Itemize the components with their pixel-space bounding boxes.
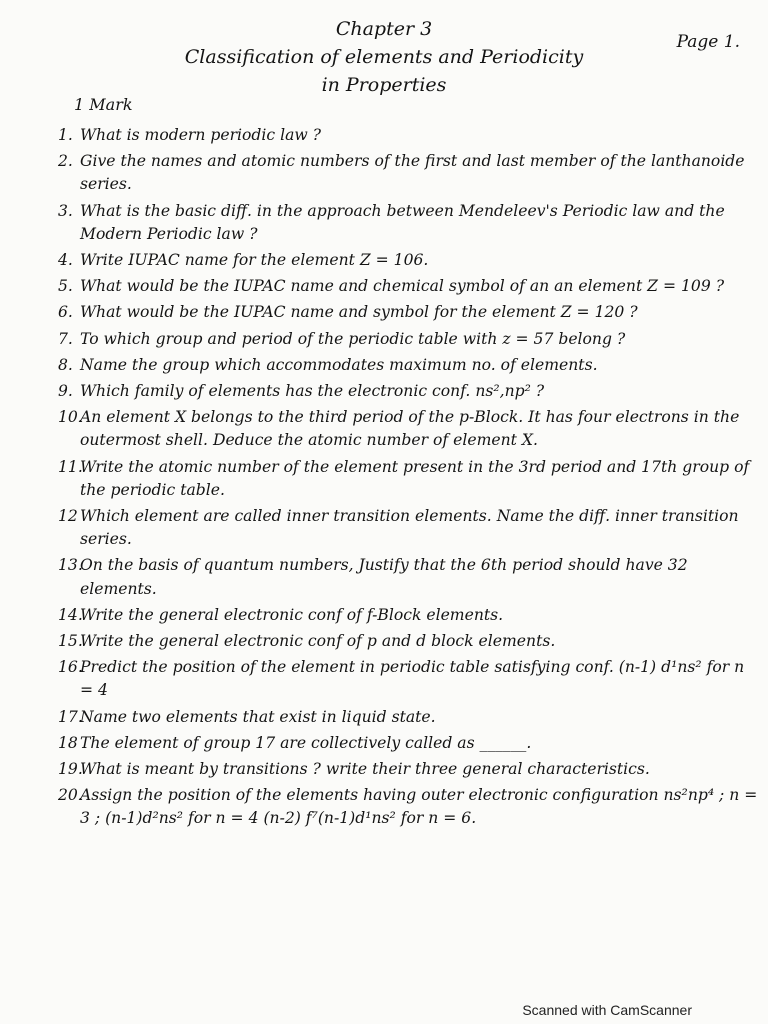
question-number: 14. [58, 605, 83, 624]
question-item [58, 630, 758, 653]
question-item [58, 505, 758, 551]
question-item [58, 301, 758, 324]
question-number: 7. [58, 329, 73, 348]
question-number: 10. [58, 408, 83, 427]
question-item [58, 706, 758, 729]
question-number: 11. [58, 457, 83, 476]
question-number: 16. [58, 658, 83, 677]
question-text: Name two elements that exist in liquid state. [80, 707, 436, 726]
question-item [58, 354, 758, 377]
question-text: Predict the position of the element in periodic table satisfying conf. (n-1) d¹ns² for n = 4 [80, 658, 745, 700]
question-number: 2. [58, 152, 73, 171]
question-item [58, 406, 758, 452]
question-number: 8. [58, 355, 73, 374]
question-number: 12 [58, 507, 78, 526]
question-list [58, 124, 758, 834]
chapter-heading: Chapter 3 [335, 18, 433, 40]
question-number: 4. [58, 251, 73, 270]
question-text: What is the basic diff. in the approach between Mendeleev's Periodic law and the Modern Periodic law ? [80, 201, 725, 243]
question-text: Which element are called inner transition elements. Name the diff. inner transition series. [80, 507, 739, 549]
page-number: Page 1. [676, 32, 740, 52]
question-text: What would be the IUPAC name and chemical symbol of an an element Z = 109 ? [80, 277, 725, 296]
question-item [58, 328, 758, 351]
question-text: To which group and period of the periodic table with z = 57 belong ? [80, 329, 626, 348]
question-text: Write the general electronic conf of p and d block elements. [80, 632, 556, 651]
question-number: 13. [58, 556, 83, 575]
question-number: 18 [58, 733, 78, 752]
question-item [58, 275, 758, 298]
scanner-watermark: Scanned with CamScanner [522, 1002, 692, 1018]
question-item [58, 150, 758, 196]
chapter-title-line1: Classification of elements and Periodicity [184, 46, 584, 68]
chapter-title-line2: in Properties [321, 74, 447, 96]
question-number: 1. [58, 126, 73, 144]
question-text: Write IUPAC name for the element Z = 106. [80, 251, 429, 270]
question-item [58, 124, 758, 147]
question-number: 3. [58, 201, 73, 220]
question-number: 17. [58, 707, 83, 726]
question-number: 20. [58, 786, 83, 805]
question-text: An element X belongs to the third period of the p-Block. It has four electrons in the outermost shell. Deduce the atomic number of element X. [80, 408, 740, 450]
question-item [58, 456, 758, 502]
question-text: What is meant by transitions ? write their three general characteristics. [80, 760, 650, 779]
question-number: 6. [58, 303, 73, 322]
question-text: Name the group which accommodates maximum no. of elements. [80, 355, 598, 374]
question-text: On the basis of quantum numbers, Justify that the 6th period should have 32 elements. [80, 556, 688, 598]
question-text: Assign the position of the elements having outer electronic configuration ns²np⁴ ; n = 3 ; (n-1)d²ns² for n = 4 (n-2) f⁷(n-1)d¹ns² for n = 6. [80, 786, 758, 828]
question-item [58, 758, 758, 781]
question-item [58, 200, 758, 246]
question-text: Give the names and atomic numbers of the first and last member of the lanthanoide series. [80, 152, 745, 194]
question-text: The element of group 17 are collectively called as ______. [80, 733, 532, 752]
question-text: What would be the IUPAC name and symbol for the element Z = 120 ? [80, 303, 638, 322]
question-number: 15. [58, 632, 83, 651]
question-item [58, 554, 758, 600]
question-item [58, 656, 758, 702]
question-text: Write the atomic number of the element present in the 3rd period and 17th group of the periodic table. [80, 457, 750, 499]
question-item [58, 732, 758, 755]
question-number: 5. [58, 277, 73, 296]
question-text: Write the general electronic conf of f-Block elements. [80, 605, 504, 624]
question-item [58, 604, 758, 627]
question-item [58, 249, 758, 272]
question-text: Which family of elements has the electronic conf. ns²,np² ? [80, 382, 545, 401]
section-label: 1 Mark [74, 95, 133, 114]
question-text: What is modern periodic law ? [80, 126, 322, 144]
question-number: 9. [58, 382, 73, 401]
question-number: 19. [58, 760, 83, 779]
question-item [58, 380, 758, 403]
question-item [58, 784, 758, 830]
